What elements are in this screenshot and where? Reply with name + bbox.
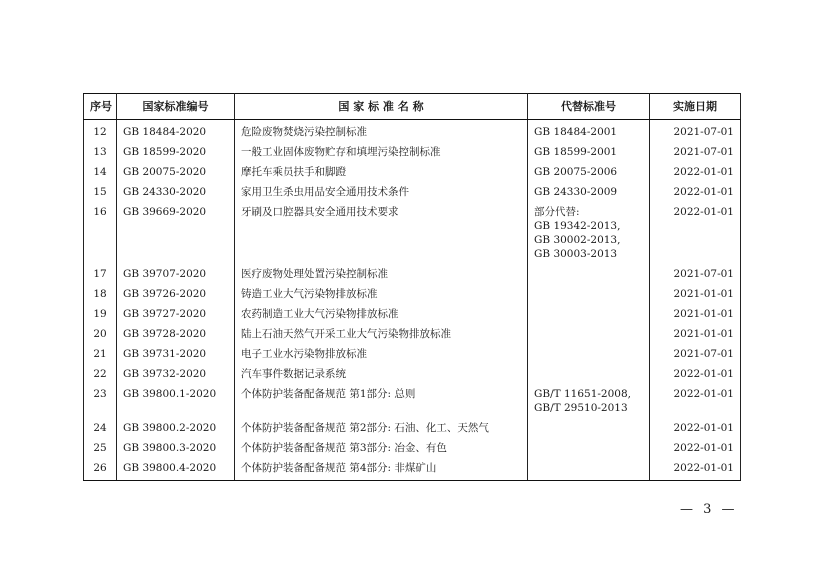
row-name: 个体防护装备配备规范 第2部分: 石油、化工、天然气 [235,418,528,438]
row-code: GB 39800.4-2020 [117,458,235,481]
row-replaces [528,458,650,481]
row-replaces [528,304,650,324]
row-date: 2022-01-01 [650,384,741,418]
row-name: 个体防护装备配备规范 第3部分: 冶金、有色 [235,438,528,458]
row-date: 2021-01-01 [650,304,741,324]
row-name: 个体防护装备配备规范 第4部分: 非煤矿山 [235,458,528,481]
row-name: 陆上石油天然气开采工业大气污染物排放标准 [235,324,528,344]
table-row [84,202,741,264]
replaces-line: GB 20075-2006 [534,166,618,178]
row-name: 摩托车乘员扶手和脚蹬 [235,162,528,182]
row-name: 危险废物焚烧污染控制标准 [235,120,528,143]
row-seq: 20 [84,324,117,344]
replaces-line: GB 19342-2013, [534,220,621,232]
replaces-line: GB/T 11651-2008, [534,388,631,400]
row-replaces [528,284,650,304]
header-replaces: 代替标准号 [528,94,650,120]
row-seq: 12 [84,120,117,143]
row-seq: 22 [84,364,117,384]
row-name: 铸造工业大气污染物排放标准 [235,284,528,304]
row-code: GB 39800.2-2020 [117,418,235,438]
row-replaces [528,344,650,364]
row-replaces [528,162,650,182]
row-code: GB 39800.1-2020 [117,384,235,418]
header-date: 实施日期 [650,94,741,120]
row-date: 2022-01-01 [650,364,741,384]
row-seq: 13 [84,142,117,162]
row-seq: 19 [84,304,117,324]
row-date: 2021-07-01 [650,142,741,162]
row-code: GB 39800.3-2020 [117,438,235,458]
standards-table [83,93,741,481]
row-replaces [528,438,650,458]
table-row [84,264,741,284]
row-date: 2022-01-01 [650,182,741,202]
replaces-line: GB 18599-2001 [534,146,618,158]
row-seq: 21 [84,344,117,364]
replaces-line: GB 24330-2009 [534,186,618,198]
row-name: 农药制造工业大气污染物排放标准 [235,304,528,324]
row-name: 一般工业固体废物贮存和填埋污染控制标准 [235,142,528,162]
table-row [84,458,741,481]
row-replaces [528,142,650,162]
row-date: 2022-01-01 [650,418,741,438]
row-replaces [528,418,650,438]
row-seq: 23 [84,384,117,418]
row-replaces [528,324,650,344]
row-seq: 18 [84,284,117,304]
row-name: 汽车事件数据记录系统 [235,364,528,384]
row-name: 家用卫生杀虫用品安全通用技术条件 [235,182,528,202]
row-seq: 24 [84,418,117,438]
row-date: 2021-01-01 [650,284,741,304]
row-date: 2022-01-01 [650,458,741,481]
table-row [84,182,741,202]
row-code: GB 39669-2020 [117,202,235,264]
row-replaces [528,364,650,384]
row-code: GB 24330-2020 [117,182,235,202]
row-date: 2022-01-01 [650,162,741,182]
row-replaces [528,384,650,418]
row-seq: 26 [84,458,117,481]
row-date: 2022-01-01 [650,202,741,264]
row-code: GB 39732-2020 [117,364,235,384]
replaces-line: 部分代替: [534,206,580,218]
row-code: GB 39728-2020 [117,324,235,344]
table-row [84,324,741,344]
row-seq: 17 [84,264,117,284]
table-row [84,304,741,324]
row-date: 2022-01-01 [650,438,741,458]
row-date: 2021-07-01 [650,264,741,284]
row-name: 电子工业水污染物排放标准 [235,344,528,364]
row-seq: 25 [84,438,117,458]
table-header-row [84,94,741,120]
table-row [84,142,741,162]
row-replaces [528,202,650,264]
row-date: 2021-01-01 [650,324,741,344]
row-date: 2021-07-01 [650,120,741,143]
row-name: 牙刷及口腔器具安全通用技术要求 [235,202,528,264]
row-replaces [528,182,650,202]
row-code: GB 18484-2020 [117,120,235,143]
row-name: 医疗废物处理处置污染控制标准 [235,264,528,284]
row-code: GB 39707-2020 [117,264,235,284]
replaces-line: GB/T 29510-2013 [534,402,628,414]
row-code: GB 39726-2020 [117,284,235,304]
header-name: 国 家 标 准 名 称 [235,94,528,120]
table-row [84,438,741,458]
row-name: 个体防护装备配备规范 第1部分: 总则 [235,384,528,418]
table-row [84,384,741,418]
replaces-line: GB 30002-2013, [534,234,621,246]
replaces-line: GB 18484-2001 [534,126,618,138]
row-date: 2021-07-01 [650,344,741,364]
row-replaces [528,264,650,284]
row-code: GB 39727-2020 [117,304,235,324]
table-row [84,418,741,438]
table-row [84,364,741,384]
header-seq: 序号 [84,94,117,120]
row-code: GB 18599-2020 [117,142,235,162]
row-replaces [528,120,650,143]
replaces-line: GB 30003-2013 [534,248,618,260]
table-row [84,284,741,304]
row-seq: 15 [84,182,117,202]
row-seq: 14 [84,162,117,182]
header-code: 国家标准编号 [117,94,235,120]
row-code: GB 39731-2020 [117,344,235,364]
row-seq: 16 [84,202,117,264]
page-number: — 3 — [680,502,738,517]
row-code: GB 20075-2020 [117,162,235,182]
table-row [84,120,741,143]
table-row [84,344,741,364]
table-row [84,162,741,182]
